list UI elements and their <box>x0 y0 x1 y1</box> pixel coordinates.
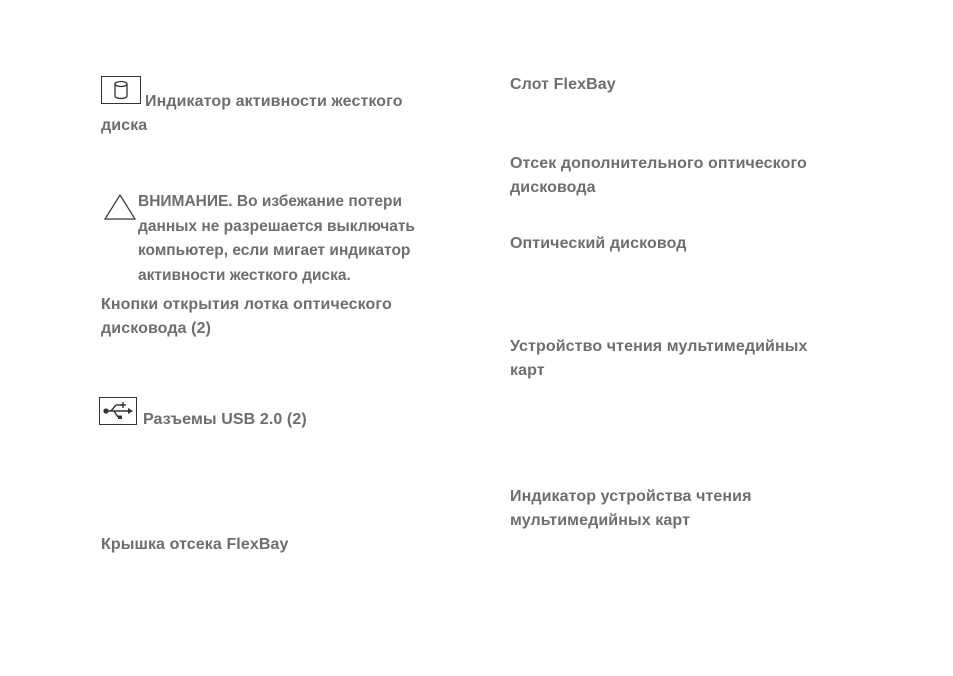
usb-icon <box>99 397 137 425</box>
caution-text <box>138 190 443 288</box>
eject-buttons-label: Кнопки открытия лотка оптического дисковода (2) <box>101 296 392 337</box>
caution-body: Во избежание потери данных не разрешается выключать компьютер, если мигает индикатор активности жесткого диска. <box>138 193 415 284</box>
optical-drive-label: Оптический дисковод <box>510 235 687 252</box>
usb-label: Разъемы USB 2.0 (2) <box>143 411 307 428</box>
flexbay-cover-label: Крышка отсека FlexBay <box>101 536 289 553</box>
media-card-reader-label: Устройство чтения мультимедийных карт <box>510 338 808 379</box>
flexbay-slot-label: Слот FlexBay <box>510 76 616 93</box>
caution-heading: ВНИМАНИЕ. <box>138 193 237 210</box>
media-card-reader-light-label: Индикатор устройства чтения мультимедийных карт <box>510 488 752 529</box>
optional-optical-bay-label: Отсек дополнительного оптического дисковода <box>510 155 807 196</box>
warning-triangle-icon <box>104 194 136 220</box>
hdd-indicator-label: Индикатор активности жесткого диска <box>101 93 403 134</box>
